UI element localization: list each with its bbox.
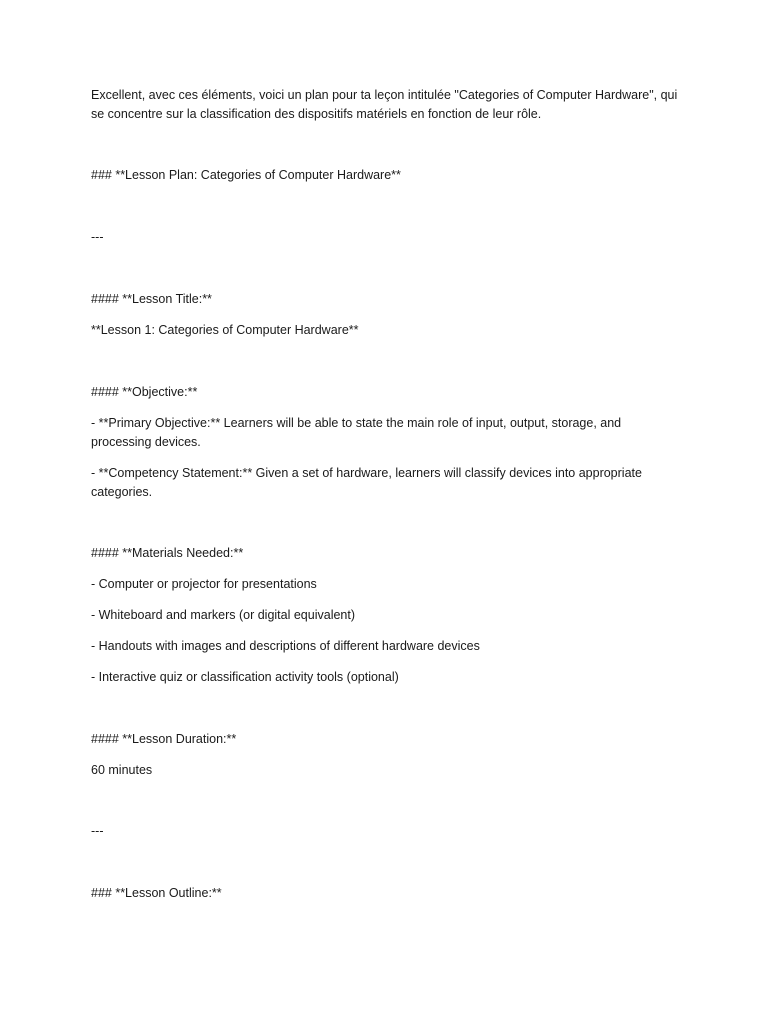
duration-heading: #### **Lesson Duration:**	[91, 732, 237, 746]
lesson-plan-heading: ### **Lesson Plan: Categories of Computer Hardware**	[91, 168, 401, 182]
competency-statement: - **Competency Statement:** Given a set of hardware, learners will classify devices into appropriate categories.	[91, 466, 642, 499]
materials-heading: #### **Materials Needed:**	[91, 546, 244, 560]
duration-text: 60 minutes	[91, 763, 153, 777]
objective-heading: #### **Objective:**	[91, 385, 198, 399]
material-item: - Whiteboard and markers (or digital equivalent)	[91, 608, 356, 622]
material-item: - Handouts with images and descriptions of different hardware devices	[91, 639, 480, 653]
primary-objective: - **Primary Objective:** Learners will be able to state the main role of input, output, storage, and processing devices.	[91, 416, 622, 449]
lesson-title-heading: #### **Lesson Title:**	[91, 292, 212, 306]
divider-1: ---	[91, 230, 104, 244]
material-item: - Interactive quiz or classification activity tools (optional)	[91, 670, 399, 684]
lesson-title-text: **Lesson 1: Categories of Computer Hardware**	[91, 323, 359, 337]
lesson-outline-heading: ### **Lesson Outline:**	[91, 886, 222, 900]
divider-2: ---	[91, 824, 104, 838]
material-item: - Computer or projector for presentations	[91, 577, 317, 591]
intro-paragraph: Excellent, avec ces éléments, voici un plan pour ta leçon intitulée "Categories of Computer Hardware", qui se concentre sur la classification des dispositifs matériels en fonction de leur rôle.	[91, 88, 678, 121]
